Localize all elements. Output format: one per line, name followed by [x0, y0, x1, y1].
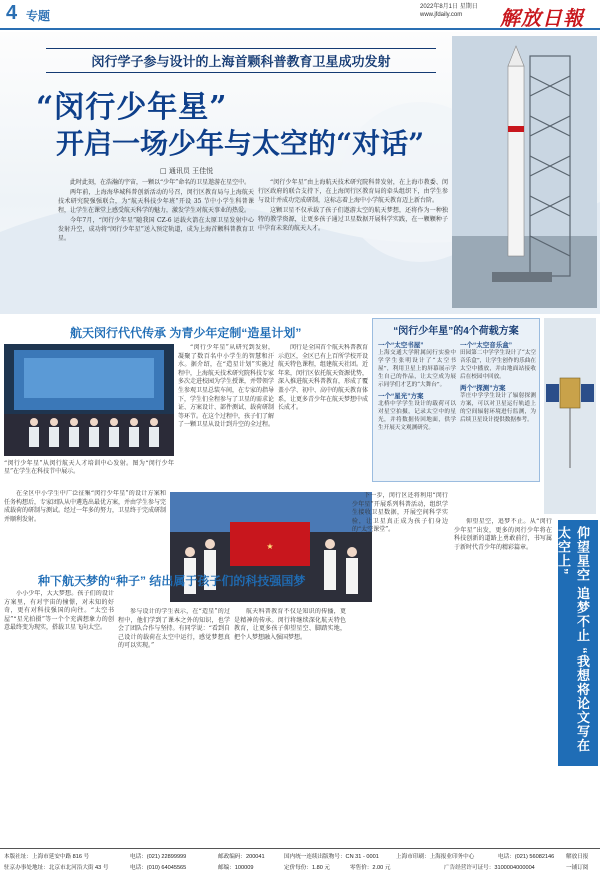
footer-subscription: 一铺订阅: [566, 865, 589, 871]
svg-text:★: ★: [266, 542, 274, 551]
date-line: 2022年8月1日 星期日: [420, 4, 478, 10]
footer-beijing-phone: 电话：(010) 64045565: [130, 865, 187, 871]
newspaper-logo: 解放日報: [500, 6, 584, 30]
footer-phone: 电话：(021) 22899999: [130, 854, 187, 860]
main-title: “闵行少年星”: [36, 90, 228, 125]
section2-column-a: [4, 590, 114, 840]
byline: □ 通讯员 王佳悦: [160, 167, 214, 175]
body-paragraph: 参与设计的学生表示，在“造星”的过程中，他们学到了课本之外的知识，也学会了团队合作与坚持。有同学说：“看到自己设计的载荷在太空中运行，感觉梦想真的可以实现。”: [118, 608, 230, 650]
page-footer: [0, 848, 600, 876]
footer-beijing-postcode: 邮编：100009: [218, 865, 254, 871]
sidebar-box-left: [378, 338, 456, 478]
page-number: 4: [6, 2, 18, 24]
footer-postcode: 邮政编码：200041: [218, 854, 265, 860]
footer-cn-number: 国内统一连续出版物号：CN 31 - 0001: [284, 854, 379, 860]
footer-brand: 解放日报: [566, 854, 589, 860]
body-paragraph: 航天科普教育不仅是知识的传播，更是精神的传承。闵行将继续深化航天特色教育，让更多孩子仰望星空、脚踏实地，把个人梦想融入强国梦想。: [234, 608, 346, 641]
intro-left-column: [58, 178, 254, 244]
section1-column-a: [178, 344, 274, 482]
intro-paragraph: 今年7月，“闵行少年星”随我国 CZ-6 运载火箭在太原卫星发射中心发射升空，成功将“闵行少年星”送入预定轨道，成为上海首颗科普教育卫星。: [58, 217, 254, 242]
section1-heading: 航天闵行代代传承 为青少年定制“造星计划”: [70, 326, 302, 340]
section2-heading: 种下航天梦的“种子” 结出属于孩子们的科技强国梦: [38, 574, 306, 588]
payload-text: 北桥中学学生设计的载荷可以对星空拍摄，记录太空中的星光，并将数据传回地面，供学生开展天文观测研究。: [378, 401, 456, 431]
main-subtitle: 开启一场少年与太空的“对话”: [56, 127, 425, 160]
body-paragraph: “闵行少年星”从研究到发射，凝聚了数百名中小学生的智慧和汗水。据介绍，在“造星计划”实施过程中，上海航天技术研究院科技专家多次走进校园为学生授课，并带领学生参观卫星总装车间，在专家的指导下，学生们全程参与了卫星的需求论证、方案设计、部件测试、载荷研制等环节。在这个过程中，孩子们了解了一颗卫星从设计到升空的全过程。: [178, 344, 274, 429]
photo-caption: “闵行少年星”从闵行航天人才培训中心发射。图为“闵行少年星”在学生在科技节中展示。: [4, 460, 174, 475]
intro-paragraph: 这颗卫星不仅承载了孩子们遨游太空的航天梦想，还将作为一种独特的教学资源，让更多孩子通过卫星数据开展科学实践，在一颗颗种子中孕育未来的航天人才。: [258, 207, 448, 232]
satellite-model-photo: [544, 318, 596, 514]
payload-heading: 一个“星光”方案: [378, 393, 424, 400]
intro-right-column: [258, 178, 448, 234]
sidebar-box-title: “闵行少年星”的4个荷载方案: [393, 326, 519, 337]
footer-printer: 上海市印刷：上海报业印务中心: [396, 854, 475, 860]
payload-text: 田园第二中学学生设计了“太空音乐盒”，让学生创作的乐曲在太空中播放，并由地面站接收后在校园中回放。: [460, 350, 536, 380]
footer-printer-phone: 电话：(021) 56082146: [498, 854, 555, 860]
section-label: 专题: [26, 9, 51, 23]
body-paragraph: 下一步，闵行区还将利用“闵行少年星”开展系列科普活动，组织学生接收卫星数据，开展空间科学实验，让卫星真正成为孩子们身边的“太空课堂”。: [352, 492, 448, 534]
payload-heading: 一个“太空音乐盒”: [460, 342, 512, 349]
intro-paragraph: 此时此刻，在浩瀚的宇宙，一颗以“少年”命名的卫星遨游在星空中。: [70, 179, 251, 186]
sidebar-box-right: [460, 338, 536, 478]
footer-price: 定价每份：1.80 元: [284, 865, 331, 871]
vertical-slogan: 仰望星空 追梦不止 “我想将论文写在太空上”: [558, 520, 598, 766]
page-header: [0, 0, 600, 30]
intro-paragraph: 两年前，上海海华城科普创新活动的号召，闵行区教育局与上海航天技术研究院强强联合，为“航天科技少年班”开设 35 节中小学生科普课程，让学生在课堂上感受航天科学的魅力，激发学生对航天事业的热爱。: [58, 189, 254, 214]
intro-paragraph: “闵行少年星”由上海航天技术研究院科普发射，在上海市教委、闵行区政府的联合支持下，在上海闵行区教育局的牵头组织下，由学生参与设计并成功完成研制，这标志着上海中小学航天教育迈上新台阶。: [258, 179, 448, 204]
payload-heading: 两个“探测”方案: [460, 385, 506, 392]
body-paragraph: 小小少年，大大梦想。孩子们的设计方案里，有对宇宙的憧憬，对未知的好奇，更有对科技强国的向往。“太空书屋”“星光拍摄”等一个个充满想象力的创意最终变为现实，搭载卫星飞向太空。: [4, 590, 114, 632]
footer-retail-price: 零售价：2.00 元: [350, 865, 391, 871]
footer-ad-license: 广告经营许可证号：3100004000004: [444, 865, 535, 871]
section2-column-c: [234, 608, 346, 840]
section1-column-c: [4, 490, 166, 566]
body-paragraph: 仰望星空，追梦不止。从“闵行少年星”出发，更多的闵行少年将在科技创新的道路上勇敢前行，书写属于新时代青少年的精彩篇章。: [454, 518, 552, 551]
website-line: www.jfdaily.com: [420, 12, 463, 18]
date-block: [420, 3, 478, 19]
payload-text: 莘庄中学学生设计了辐射探测方案，可以对卫星运行轨道上的空间辐射环境进行监测，为后续卫星设计提供数据参考。: [460, 393, 536, 423]
payload-text: 上海交通大学附属闵行实验中学学生张明设计了“太空书屋”，利用卫星上的屏幕展示学生自己的作品，让太空成为展示同学们才艺的“大舞台”。: [378, 350, 456, 388]
section1-column-b: [278, 344, 368, 490]
section2-column-b: [118, 608, 230, 840]
payload-heading: 一个“太空书屋”: [378, 342, 424, 349]
section2-column-d: [352, 492, 448, 840]
section2-column-e: [454, 518, 552, 840]
footer-beijing-office: 驻京办事处地址：北京市北河沿大街 43 号: [4, 865, 109, 871]
rocket-launch-photo: [452, 36, 597, 308]
body-paragraph: 闵行是全国首个航天科普教育示范区，全区已有上百所学校开设航天特色课程，组建航天社团。近年来，闵行区依托航天资源优势，深入推进航天科普教育，形成了覆盖小学、初中、高中的航天教育体系，让更多青少年在航天梦想中成长成才。: [278, 344, 368, 412]
body-paragraph: 在全区中小学生中广泛征集“闵行少年星”的设计方案和任务构想后，专家团队从中遴选出最优方案，并由学生参与完成载荷的研制与测试。经过一年多的努力，卫星终于完成研制并顺利发射。: [4, 490, 166, 523]
launch-ceremony-photo: [4, 344, 174, 456]
footer-address: 本版社址：上海市延安中路 816 号: [4, 854, 90, 860]
kicker-headline: 闵行学子参与设计的上海首颗科普教育卫星成功发射: [46, 48, 436, 73]
